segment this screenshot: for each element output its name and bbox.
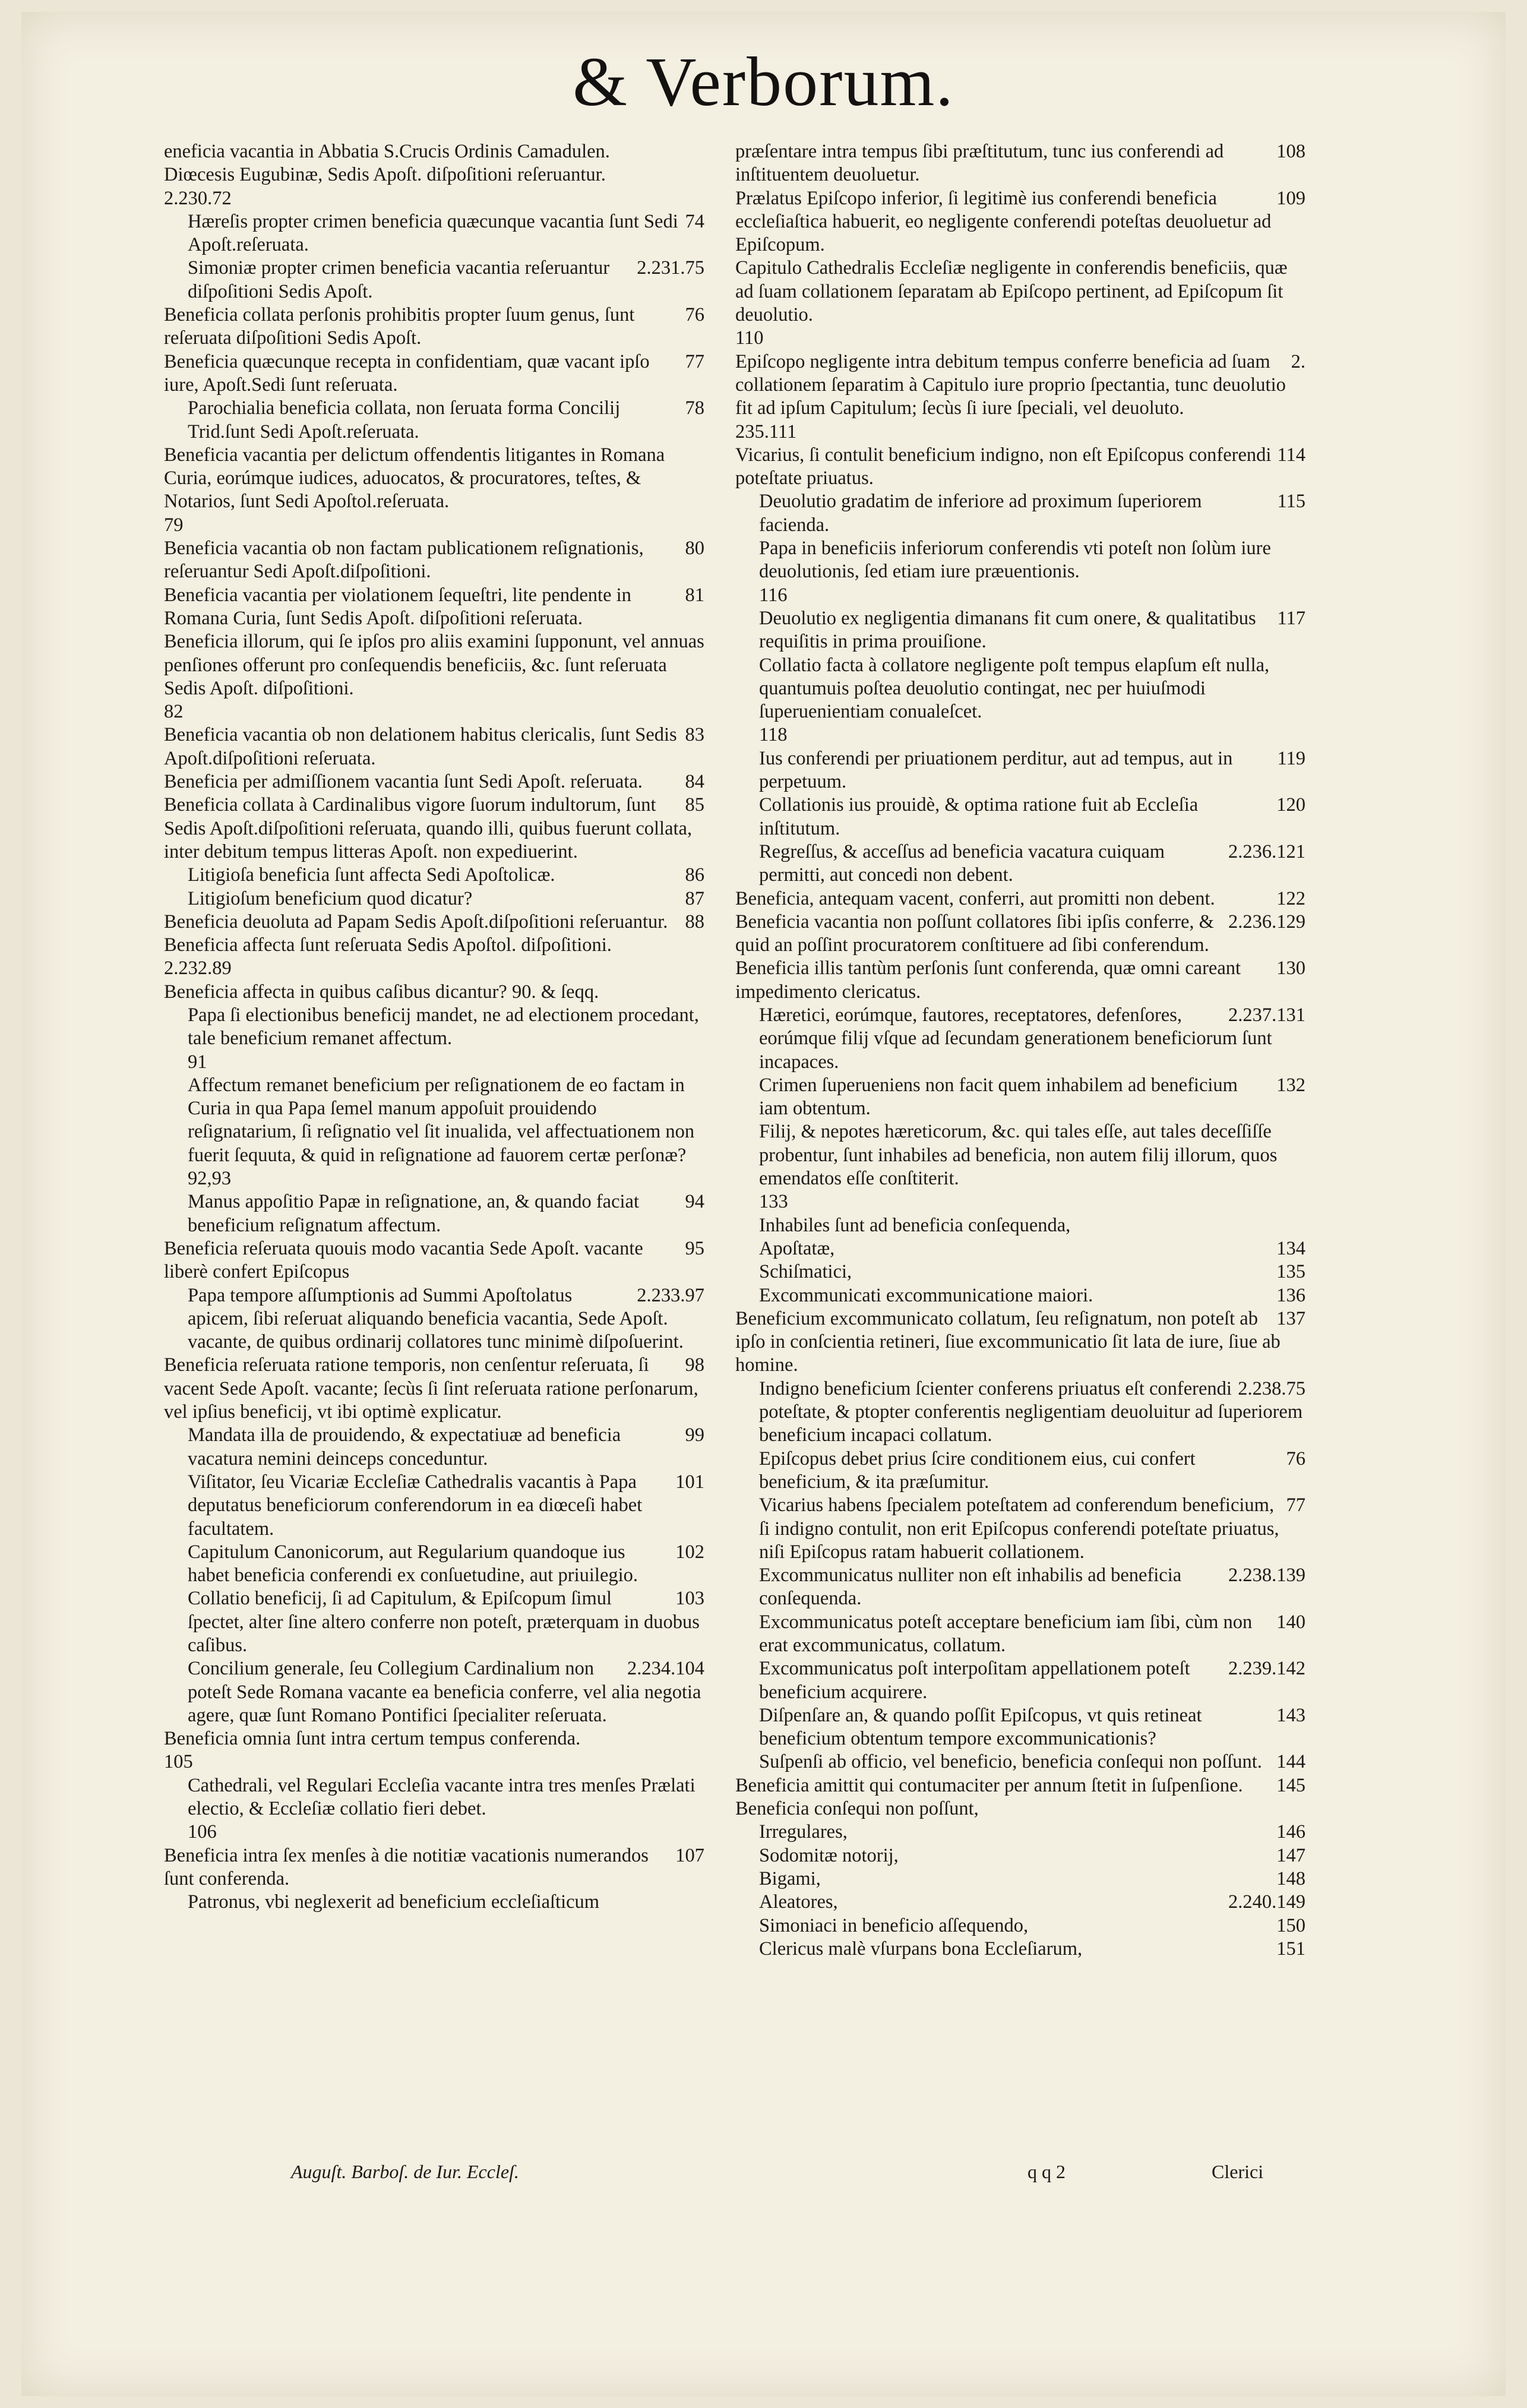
index-entry — [735, 1914, 1305, 1938]
entry-reference: 76 — [685, 304, 704, 326]
entry-text: 79 — [164, 514, 184, 536]
index-entry — [735, 654, 1305, 724]
entry-text: Diſpenſare an, & quando poſſit Epiſcopus, vt quis retineat beneficium obtentum tempore excommunicationis? — [759, 1704, 1202, 1750]
entry-text: Diœcesis Eugubinæ, Sedis Apoſt. diſpoſitioni reſeruantur. — [164, 164, 606, 186]
footer-source: Auguſt. Barboſ. de Iur. Eccleſ. — [291, 2161, 519, 2182]
index-entry — [164, 630, 704, 700]
entry-reference: 2.236.129 — [1228, 911, 1305, 933]
entry-text: Beneficia vacantia non poſſunt collatores ſibi ipſis conferre, & quid an poſſint procuratorem conſtituere ad ſibi conferendum. — [735, 911, 1214, 956]
index-entry — [735, 1867, 1305, 1891]
entry-reference: 119 — [1277, 747, 1305, 769]
index-entry — [164, 140, 704, 163]
entry-text: Beneficia affecta ſunt reſeruata Sedis Apoſtol. diſpoſitioni. — [164, 934, 612, 956]
index-entry — [164, 1471, 704, 1541]
entry-reference: 2.240.149 — [1228, 1891, 1305, 1913]
index-entry — [735, 1564, 1305, 1611]
right-column — [735, 140, 1305, 1961]
entry-text: Papa in beneficiis inferiorum conferendis vti poteſt non ſolùm iure deuolutionis, ſed etiam iure præuentionis. — [759, 538, 1271, 583]
index-entry — [164, 1284, 704, 1354]
index-entry — [735, 1891, 1305, 1914]
entry-text: 116 — [759, 584, 788, 606]
entry-text: Excommunicatus nulliter non eſt inhabilis ad beneficia conſequenda. — [759, 1565, 1182, 1610]
entry-text: Bigami, — [759, 1867, 821, 1889]
entry-text: Beneficia collata à Cardinalibus vigore ſuorum indultorum, ſunt Sedis Apoſt.diſpoſitioni reſeruata, quando illi, quibus fuerunt collata, inter debitum tempus litteras Apoſt. non expediuerint. — [164, 794, 693, 862]
index-entry — [164, 1190, 704, 1237]
index-entry — [164, 1844, 704, 1891]
entry-text: Beneficia, antequam vacent, conferri, aut promitti non debent. — [735, 887, 1215, 909]
entry-text: Litigioſa beneficia ſunt affecta Sedi Apoſtolicæ. — [188, 864, 555, 886]
entry-text: Excommunicatus poteſt acceptare beneficium iam ſibi, cùm non erat excommunicatus, collatum. — [759, 1611, 1253, 1656]
index-entry — [735, 350, 1305, 421]
entry-reference: 77 — [1286, 1494, 1305, 1516]
index-entry — [164, 934, 704, 957]
index-entry — [735, 957, 1305, 1004]
index-entry — [735, 794, 1305, 840]
entry-reference: 80 — [685, 538, 704, 560]
index-entry — [735, 1284, 1305, 1307]
index-entry — [164, 1541, 704, 1588]
entry-text: Regreſſus, & acceſſus ad beneficia vacatura cuiquam permitti, aut concedi non debent. — [759, 840, 1165, 886]
entry-text: Excommunicatus poſt interpoſitam appellationem poteſt beneficium acquirere. — [759, 1658, 1190, 1703]
index-entry — [164, 1587, 704, 1657]
entry-reference: 137 — [1276, 1307, 1305, 1329]
entry-reference: 143 — [1276, 1704, 1305, 1726]
entry-reference: 78 — [685, 397, 704, 419]
entry-text: 82 — [164, 701, 184, 723]
entry-text: Ius conferendi per priuationem perditur, aut ad tempus, aut in perpetuum. — [759, 747, 1233, 793]
entry-reference: 2.234.104 — [627, 1658, 704, 1680]
index-entry — [735, 1797, 1305, 1821]
entry-reference: 83 — [685, 724, 704, 746]
index-entry — [164, 1167, 704, 1190]
entry-text: 91 — [188, 1051, 207, 1073]
index-entry — [164, 911, 704, 934]
index-entry — [164, 304, 704, 350]
entry-text: Manus appoſitio Papæ in reſignatione, an, & quando faciat beneficium reſignatum affectum. — [188, 1191, 639, 1236]
entry-reference: 144 — [1276, 1751, 1305, 1773]
entry-reference: 2.236.121 — [1228, 840, 1305, 862]
index-entry — [735, 421, 1305, 444]
index-entry — [735, 911, 1305, 957]
index-entry — [735, 1190, 1305, 1214]
entry-text: Aleatores, — [759, 1891, 838, 1913]
entry-text: 106 — [188, 1821, 217, 1843]
entry-reference: 140 — [1276, 1611, 1305, 1633]
index-entry — [164, 584, 704, 631]
entry-text: Affectum remanet beneficium per reſignationem de eo factam in Curia in qua Papa ſemel manum appoſuit prouidendo reſignatarium, ſi reſignatio vel ſit inualida, vel affectuationem non fuerit ſequuta, & quid in reſignatione ad fauorem certæ perſonæ? — [188, 1074, 695, 1166]
entry-text: Cathedrali, vel Regulari Eccleſia vacante intra tres menſes Prælati electio, & Eccleſiæ collatio fieri debet. — [188, 1774, 695, 1820]
index-entry — [735, 1494, 1305, 1564]
entry-reference: 77 — [685, 350, 704, 372]
index-entry — [164, 723, 704, 770]
index-entry — [735, 257, 1305, 327]
entry-reference: 120 — [1276, 794, 1305, 816]
entry-text: Sodomitæ notorij, — [759, 1844, 899, 1866]
entry-text: Beneficia deuoluta ad Papam Sedis Apoſt.diſpoſitioni reſeruantur. — [164, 911, 668, 933]
index-entry — [164, 163, 704, 187]
entry-reference: 151 — [1276, 1938, 1305, 1960]
index-entry — [735, 584, 1305, 607]
index-entry — [735, 1657, 1305, 1704]
entry-text: Beneficia illis tantùm perſonis ſunt conferenda, quæ omni careant impedimento clericatus. — [735, 957, 1241, 1003]
index-entry — [735, 537, 1305, 584]
signature-mark: q q 2 — [1028, 2161, 1066, 2182]
index-entry — [735, 1448, 1305, 1494]
index-entry — [164, 864, 704, 887]
entry-reference: 108 — [1276, 141, 1305, 162]
index-entry — [735, 840, 1305, 887]
entry-reference: 87 — [685, 887, 704, 909]
entry-text: 2.230.72 — [164, 187, 232, 209]
entry-reference: 147 — [1276, 1844, 1305, 1866]
entry-text: 118 — [759, 724, 788, 746]
index-entry — [164, 887, 704, 911]
index-entry — [164, 1051, 704, 1074]
entry-text: Collatio facta à collatore negligente poſt tempus elapſum eſt nulla, quantumuis poſtea deuolutio contingat, nec per huiuſmodi ſuperuenientiam conualeſcet. — [759, 654, 1270, 723]
index-entry — [164, 397, 704, 444]
entry-reference: 101 — [675, 1471, 704, 1493]
entry-text: 110 — [735, 327, 764, 349]
entry-text: Beneficia affecta in quibus caſibus dicantur? 90. & ſeqq. — [164, 981, 599, 1003]
entry-text: Viſitator, ſeu Vicariæ Eccleſiæ Cathedralis vacantis à Papa deputatus beneficiorum conferendorum in ea diœceſi habet facultatem. — [188, 1471, 643, 1540]
entry-text: Prælatus Epiſcopo inferior, ſi legitimè ius conferendi beneficia eccleſiaſtica habuerit, eo negligente conferendi poteſtas deuoluetur ad Epiſcopum. — [735, 187, 1272, 256]
index-entry — [735, 1377, 1305, 1448]
index-entry — [735, 1004, 1305, 1074]
entry-reference: 132 — [1276, 1074, 1305, 1096]
index-entry — [735, 1120, 1305, 1190]
index-entry — [164, 1821, 704, 1844]
index-entry — [735, 1611, 1305, 1658]
entry-text: Crimen ſuperueniens non facit quem inhabilem ad beneficium iam obtentum. — [759, 1074, 1238, 1120]
index-entry — [164, 210, 704, 257]
index-entry — [164, 1891, 704, 1914]
index-entry — [735, 887, 1305, 911]
entry-text: Epiſcopo negligente intra debitum tempus conferre beneficia ad ſuam collationem ſeparatim à Capitulo iure proprio ſpectantia, tunc deuolutio fit ad ipſum Capitulum; ſecùs ſi iure ſpeciali, vel deuoluto. — [735, 350, 1286, 419]
entry-reference: 103 — [675, 1588, 704, 1610]
index-entry — [735, 723, 1305, 747]
index-entry — [164, 1774, 704, 1821]
entry-reference: 135 — [1276, 1261, 1305, 1283]
entry-text: Capitulo Cathedralis Eccleſiæ negligente in conferendis beneficiis, quæ ad ſuam collationem ſeparatam ab Epiſcopo pertinent, ad Epiſcopum ſit deuolutio. — [735, 257, 1288, 326]
entry-text: Vicarius habens ſpecialem poteſtatem ad conferendum beneficium, ſi indigno contulit, non erit Epiſcopus conferendi poteſtate priuatus, niſi Epiſcopus ratam habuerit collationem. — [759, 1494, 1279, 1563]
entry-text: Inhabiles ſunt ad beneficia conſequenda, — [759, 1214, 1071, 1236]
entry-reference: 74 — [685, 210, 704, 232]
index-entry — [735, 1821, 1305, 1844]
entry-reference: 85 — [685, 794, 704, 816]
entry-reference: 2.238.75 — [1238, 1377, 1305, 1399]
index-entry — [164, 1424, 704, 1471]
index-entry — [164, 770, 704, 794]
index-entry — [735, 1237, 1305, 1260]
index-entry — [735, 444, 1305, 491]
catchword: Clerici — [1212, 2161, 1264, 2182]
index-entry — [164, 537, 704, 584]
entry-reference: 94 — [685, 1191, 704, 1213]
entry-text: Beneficia vacantia ob non delationem habitus clericalis, ſunt Sedis Apoſt.diſpoſitioni reſeruata. — [164, 724, 677, 769]
entry-text: Beneficia amittit qui contumaciter per annum ſtetit in ſuſpenſione. — [735, 1774, 1243, 1796]
entry-reference: 102 — [675, 1541, 704, 1563]
entry-reference: 150 — [1276, 1914, 1305, 1936]
entry-reference: 130 — [1276, 957, 1305, 979]
entry-text: Beneficia reſeruata ratione temporis, non cenſentur reſeruata, ſi vacent Sede Apoſt. vacante; ſecùs ſi ſint reſeruata ratione perſonarum, vel ipſius beneficij, vt ibi optimè explicatur. — [164, 1354, 698, 1423]
index-entry — [164, 1657, 704, 1727]
index-entry — [735, 1844, 1305, 1867]
entry-reference: 109 — [1276, 187, 1305, 209]
entry-reference: 95 — [685, 1237, 704, 1259]
entry-reference: 107 — [675, 1844, 704, 1866]
entry-text: Suſpenſi ab officio, vel beneficio, beneficia conſequi non poſſunt. — [759, 1751, 1262, 1773]
index-entry — [164, 700, 704, 723]
entry-reference: 2. — [1291, 350, 1305, 372]
entry-reference: 117 — [1277, 607, 1305, 629]
index-entry — [164, 1750, 704, 1774]
entry-reference: 146 — [1276, 1821, 1305, 1843]
entry-text: Beneficia omnia ſunt intra certum tempus conferenda. — [164, 1728, 581, 1750]
entry-text: Simoniaci in beneficio aſſequendo, — [759, 1914, 1029, 1936]
entry-reference: 134 — [1276, 1237, 1305, 1259]
entry-text: Hæreſis propter crimen beneficia quæcunque vacantia ſunt Sedi Apoſt.reſeruata. — [188, 210, 678, 256]
entry-text: Vicarius, ſi contulit beneficium indigno, non eſt Epiſcopus conferendi poteſtate priuatus. — [735, 444, 1272, 489]
entry-text: Capitulum Canonicorum, aut Regularium quandoque ius habet beneficia conferendi ex conſuetudine, aut priuilegio. — [188, 1541, 638, 1587]
index-entry — [735, 607, 1305, 654]
entry-text: Collatio beneficij, ſi ad Capitulum, & Epiſcopum ſimul ſpectet, alter ſine altero conferre non poteſt, præterquam in duobus caſibus. — [188, 1588, 700, 1656]
entry-text: 92,93 — [188, 1168, 232, 1190]
entry-text: Beneficia vacantia per delictum offendentis litigantes in Romana Curia, eorúmque iudices, aduocatos, & procuratores, teſtes, & Notarios, ſunt Sedi Apoſtol.reſeruata. — [164, 444, 665, 513]
entry-reference: 2.239.142 — [1228, 1658, 1305, 1680]
index-entry — [735, 490, 1305, 537]
index-entry — [164, 187, 704, 210]
entry-reference: 88 — [685, 911, 704, 933]
entry-text: Simoniæ propter crimen beneficia vacantia reſeruantur diſpoſitioni Sedis Apoſt. — [188, 257, 610, 302]
index-entry — [735, 747, 1305, 794]
index-entry — [164, 1237, 704, 1284]
entry-text: Schiſmatici, — [759, 1261, 852, 1283]
entry-text: Beneficia quæcunque recepta in confidentiam, quæ vacant ipſo iure, Apoſt.Sedi ſunt reſeruata. — [164, 350, 650, 396]
entry-text: 133 — [759, 1191, 788, 1213]
index-entry — [164, 444, 704, 514]
index-entry — [735, 1704, 1305, 1751]
entry-text: Beneficia illorum, qui ſe ipſos pro aliis examini ſupponunt, vel annuas penſiones offerunt pro conſequendis beneficiis, &c. ſunt reſeruata Sedis Apoſt. diſpoſitioni. — [164, 631, 704, 699]
entry-reference: 2.233.97 — [637, 1284, 704, 1306]
entry-text: Beneficia per admiſſionem vacantia ſunt Sedi Apoſt. reſeruata. — [164, 771, 643, 793]
index-entry — [164, 257, 704, 304]
entry-text: Litigioſum beneficium quod dicatur? — [188, 887, 473, 909]
entry-reference: 114 — [1277, 444, 1305, 466]
entry-text: Papa ſi electionibus beneficij mandet, ne ad electionem procedant, tale beneficium remanet affectum. — [188, 1004, 699, 1050]
entry-reference: 76 — [1286, 1448, 1305, 1470]
entry-text: Deuolutio ex negligentia dimanans fit cum onere, & qualitatibus requiſitis in prima prouiſione. — [759, 607, 1256, 653]
entry-text: Beneficia vacantia ob non factam publicationem reſignationis, reſeruantur Sedi Apoſt.diſpoſitioni. — [164, 538, 644, 583]
index-entry — [735, 327, 1305, 350]
page-title: & Verborum. — [573, 43, 954, 121]
entry-reference: 81 — [685, 584, 704, 606]
index-entry — [735, 1774, 1305, 1797]
left-column — [164, 140, 704, 1914]
index-entry — [735, 1307, 1305, 1377]
index-entry — [164, 1354, 704, 1424]
entry-text: Collationis ius prouidè, & optima ratione fuit ab Eccleſia inſtitutum. — [759, 794, 1199, 839]
index-entry — [164, 957, 704, 980]
entry-reference: 122 — [1276, 887, 1305, 909]
entry-text: Beneficia vacantia per violationem ſequeſtri, lite pendente in Romana Curia, ſunt Sedis Apoſt. diſpoſitioni reſeruata. — [164, 584, 631, 629]
entry-text: Papa tempore aſſumptionis ad Summi Apoſtolatus apicem, ſibi reſeruat aliquando beneficia vacantia, Sede Apoſt. vacante, de quibus ordinarij collatores tunc minimè diſpoſuerint. — [188, 1284, 684, 1353]
entry-text: Excommunicati excommunicatione maiori. — [759, 1284, 1093, 1306]
entry-text: Beneficium excommunicato collatum, ſeu reſignatum, non poteſt ab ipſo in conſcientia retineri, ſiue excommunicatio ſit lata de iure, ſiue ab homine. — [735, 1307, 1281, 1376]
entry-reference: 99 — [685, 1424, 704, 1446]
index-entry — [735, 187, 1305, 257]
entry-text: Parochialia beneficia collata, non ſeruata forma Concilij Trid.ſunt Sedi Apoſt.reſeruata. — [188, 397, 621, 443]
index-entry — [164, 1727, 704, 1750]
entry-text: Indigno beneficium ſcienter conferens priuatus eſt conferendi poteſtate, & ptopter conferentis negligentiam deuoluitur ad ſuperiorem beneficium incapaci collatum. — [759, 1377, 1303, 1446]
index-entry — [735, 1074, 1305, 1121]
entry-text: Beneficia conſequi non poſſunt, — [735, 1798, 979, 1820]
entry-text: Beneficia reſeruata quouis modo vacantia Sede Apoſt. vacante liberè confert Epiſcopus — [164, 1237, 643, 1283]
index-entry — [164, 514, 704, 537]
entry-reference: 2.237.131 — [1228, 1004, 1305, 1026]
entry-text: Epiſcopus debet prius ſcire conditionem eius, cui confert beneficium, & ita præſumitur. — [759, 1448, 1196, 1493]
entry-text: Clericus malè vſurpans bona Eccleſiarum, — [759, 1938, 1083, 1960]
index-entry — [735, 140, 1305, 187]
entry-text: 235.111 — [735, 421, 797, 443]
entry-text: Beneficia collata perſonis prohibitis propter ſuum genus, ſunt reſeruata diſpoſitioni Sedis Apoſt. — [164, 304, 635, 349]
entry-reference: 136 — [1276, 1284, 1305, 1306]
entry-reference: 148 — [1276, 1867, 1305, 1889]
index-entry — [164, 1004, 704, 1051]
entry-text: Hæretici, eorúmque, fautores, receptatores, defenſores, eorúmque filij vſque ad ſecundam generationem beneficiorum ſunt incapaces. — [759, 1004, 1272, 1073]
index-entry — [164, 794, 704, 864]
entry-reference: 2.238.139 — [1228, 1565, 1305, 1587]
entry-reference: 98 — [685, 1354, 704, 1376]
index-entry — [164, 350, 704, 397]
entry-text: Filij, & nepotes hæreticorum, &c. qui tales eſſe, aut tales deceſſiſſe probentur, ſunt inhabiles ad beneficia, non autem filij illorum, quos emendatos eſſe conſtiterit. — [759, 1121, 1278, 1190]
entry-text: Patronus, vbi neglexerit ad beneficium eccleſiaſticum — [188, 1891, 600, 1913]
index-entry — [735, 1260, 1305, 1284]
index-entry — [735, 1214, 1305, 1237]
entry-text: Mandata illa de prouidendo, & expectatiuæ ad beneficia vacatura nemini deinceps conceduntur. — [188, 1424, 621, 1470]
index-entry — [164, 981, 704, 1004]
entry-text: Concilium generale, ſeu Collegium Cardinalium non poteſt Sede Romana vacante ea beneficia conferre, vel alia negotia agere, quæ ſunt Romano Pontifici ſpecialiter reſeruata. — [188, 1658, 701, 1726]
index-entry — [735, 1938, 1305, 1961]
entry-text: Irregulares, — [759, 1821, 848, 1843]
entry-text: Deuolutio gradatim de inferiore ad proximum ſuperiorem facienda. — [759, 491, 1202, 536]
entry-reference: 84 — [685, 771, 704, 793]
entry-text: 2.232.89 — [164, 957, 232, 979]
entry-reference: 86 — [685, 864, 704, 886]
entry-reference: 2.231.75 — [637, 257, 704, 279]
index-entry — [164, 1074, 704, 1167]
index-entry — [735, 1750, 1305, 1774]
entry-text: præſentare intra tempus ſibi præſtitutum, tunc ius conferendi ad inſtituentem deuoluetur. — [735, 141, 1224, 186]
entry-text: Beneficia intra ſex menſes à die notitiæ vacationis numerandos ſunt conferenda. — [164, 1844, 649, 1889]
entry-text: eneficia vacantia in Abbatia S.Crucis Ordinis Camadulen. — [164, 141, 610, 162]
entry-reference: 145 — [1276, 1774, 1305, 1796]
entry-text: Apoſtatæ, — [759, 1237, 835, 1259]
entry-reference: 115 — [1277, 491, 1305, 513]
entry-text: 105 — [164, 1751, 193, 1773]
